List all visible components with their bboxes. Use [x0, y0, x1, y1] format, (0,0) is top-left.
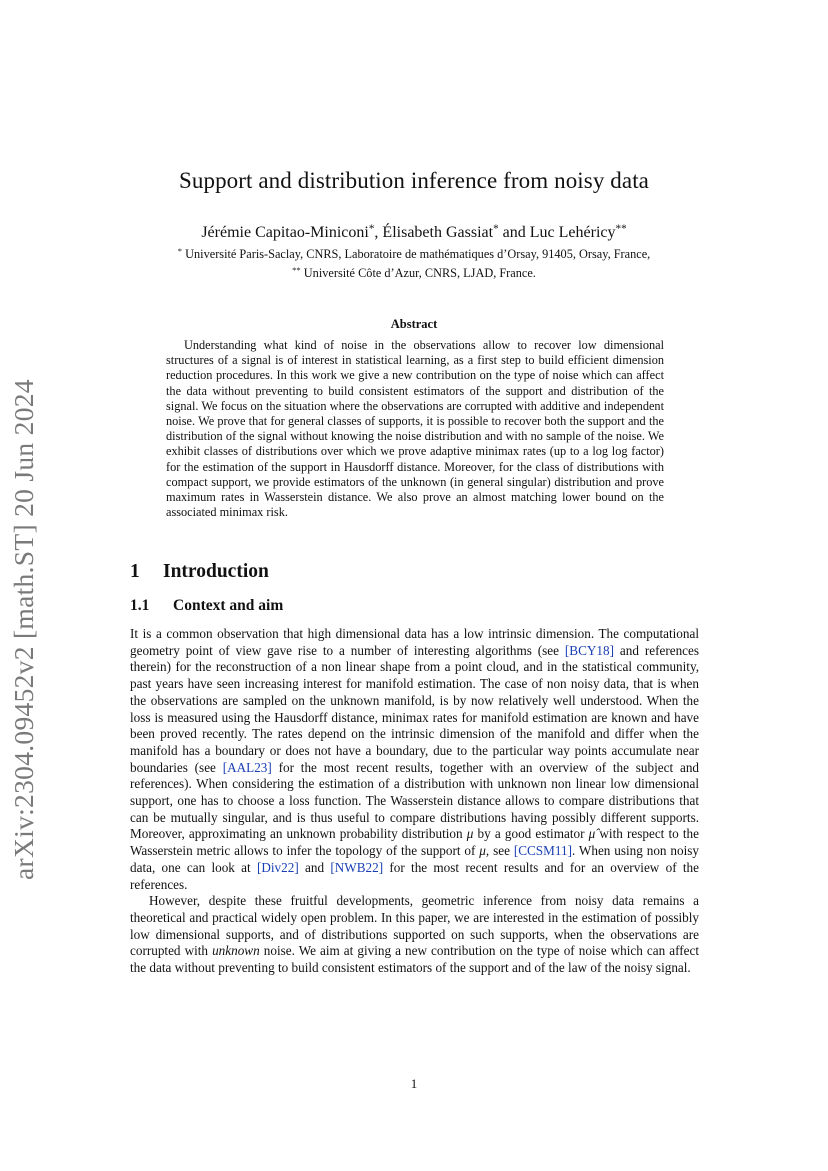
text-run: by a good estimator [473, 826, 589, 842]
author-list [0, 224, 828, 242]
citation-link[interactable]: [CCSM11] [513, 843, 572, 859]
paragraph [130, 626, 699, 893]
citation-link[interactable]: [AAL23] [222, 759, 272, 775]
author-name: Jérémie Capitao-Miniconi [201, 224, 369, 241]
author-name: Élisabeth Gassiat [382, 224, 494, 241]
citation-link[interactable]: [NWB22] [330, 859, 384, 875]
text-run: noise. We aim at giving a new contribution on the type of noise which can affect the data without preventing to build consistent estimators of the support and of the law of the noisy signal. [130, 943, 699, 976]
affiliation-mark: * [368, 222, 375, 235]
section-title: Introduction [163, 561, 269, 582]
affiliation-text: Université Côte d’Azur, CNRS, LJAD, France. [300, 266, 536, 280]
text-run: with respect to the Wasserstein metric allows to infer the topology of the support of [130, 826, 700, 859]
citation-link[interactable]: [BCY18] [564, 642, 614, 658]
author-separator: and [498, 224, 530, 241]
text-run: . When using non noisy data, one can look at [130, 843, 699, 875]
subsection-title: Context and aim [173, 597, 284, 614]
page-number: 1 [410, 1076, 418, 1091]
abstract-heading: Abstract [390, 317, 438, 331]
paper-title: Support and distribution inference from noisy data [178, 168, 649, 193]
affiliation-mark: ** [292, 265, 301, 276]
subsection-heading [130, 597, 283, 615]
affiliation-line [0, 266, 828, 281]
citation-link[interactable]: [Div22] [256, 859, 299, 875]
affiliation-mark: ** [615, 222, 627, 235]
subsection-number: 1.1 [130, 597, 150, 614]
abstract-text: Understanding what kind of noise in the observations allow to recover low dimensional structures of a signal is of interest in statistical learning, as a first step to build efficient dimension reduction procedures. In this work we give a new contribution on the type of noise which can affect the data without preventing to build consistent estimators of the support and distribution of the signal. We focus on the situation where the observations are corrupted with additive and independent noise. We prove that for general classes of supports, it is possible to recover both the support and the distribution of the signal without knowing the noise distribution and with no sample of the noise. We exhibit classes of distributions over which we prove adaptive minimax rates (up to a log log factor) for the estimation of the support in Hausdorff distance. Moreover, for the class of distributions with compact support, we provide estimators of the unknown (in general singular) distribution and prove maximum rates in Wasserstein distance. We also prove an almost matching lower bound on the associated minimax risk. [166, 338, 664, 520]
text-run: It is a common observation that high dimensional data has a low intrinsic dimension. The computational geometry point of view gave rise to a number of interesting algorithms (see [130, 626, 699, 658]
text-run: and references therein) for the reconstruction of a non linear shape from a point cloud, and in the statistical community, past years have seen increasing interest for manifold estimation. The case of non noisy data, that is when the observations are sampled on the unknown manifold, is by now relatively well understood. When the loss is measured using the Hausdorff distance, minimax rates for manifold estimation are known and have been proved recently. The rates depend on the intrinsic dimension of the manifold and differ when the manifold has a boundary or does not have a boundary, due to the particular way points accumulate near boundaries (see [130, 642, 699, 775]
affiliation-mark: * [177, 246, 183, 257]
affiliation-mark: * [493, 222, 499, 235]
text-run: and [298, 859, 331, 875]
math-symbol: μ [466, 826, 474, 842]
section-number: 1 [130, 561, 140, 582]
affiliation-text: Université Paris-Saclay, CNRS, Laboratoire de mathématiques d’Orsay, 91405, Orsay, France, [182, 247, 651, 261]
text-run: , see [485, 843, 514, 859]
affiliation-line [0, 247, 828, 262]
math-symbol: μ [479, 843, 486, 859]
author-name: Luc Lehéricy [529, 224, 616, 241]
text-run: for the most recent results, together with an overview of the subject and references). When considering the estimation of a distribution with unknown non linear low dimensional support, one has to choose a loss function. The Wasserstein distance allows to compare distributions that can be mutually singular, and is thus useful to compare distributions having possibly different supports. Moreover, approximating an unknown probability distribution [130, 759, 700, 842]
section-heading [130, 561, 269, 583]
author-separator: , [374, 224, 383, 241]
emphasis: unknown [212, 943, 260, 959]
body-text [130, 626, 699, 977]
math-symbol: μ̂ [588, 826, 596, 842]
arxiv-identifier-stamp: arXiv:2304.09452v2 [math.ST] 20 Jun 2024 [8, 379, 39, 880]
text-run: for the most recent results and for an overview of the references. [130, 859, 699, 892]
text-run: However, despite these fruitful developments, geometric inference from noisy data remains a theoretical and practical widely open problem. In this paper, we are interested in the estimation of possibly low dimensional supports, and of distributions supported on such supports, when the observations are corrupted with [130, 893, 699, 959]
paragraph [130, 893, 699, 977]
